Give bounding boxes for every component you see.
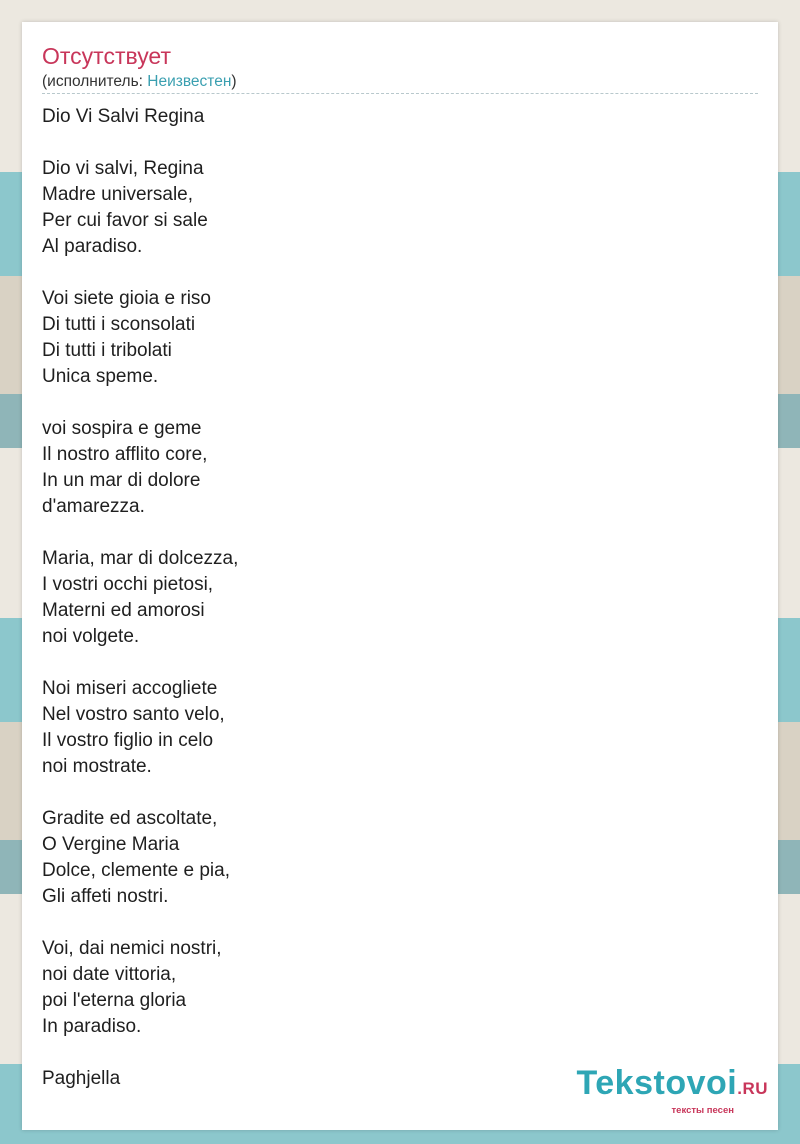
lyric-line: Per cui favor si sale: [42, 210, 208, 231]
lyric-blank-line: [42, 650, 742, 676]
lyric-line: Dio vi salvi, Regina: [42, 158, 204, 179]
artist-link[interactable]: Неизвестен: [147, 73, 232, 90]
lyric-line: Di tutti i sconsolati: [42, 314, 196, 335]
lyric-blank-line: [42, 910, 742, 936]
lyric-line: Unica speme.: [42, 366, 159, 387]
song-title: Отсутствует: [42, 43, 171, 69]
lyric-line: Paghjella: [42, 1068, 121, 1089]
lyric-blank-line: [42, 1040, 742, 1066]
lyric-line: noi volgete.: [42, 626, 140, 647]
lyric-line: Nel vostro santo velo,: [42, 704, 225, 725]
lyric-blank-line: [42, 260, 742, 286]
lyric-line: Noi miseri accogliete: [42, 678, 218, 699]
lyric-line: Il nostro afflito core,: [42, 444, 208, 465]
lyric-line: noi date vittoria,: [42, 964, 177, 985]
lyric-blank-line: [42, 130, 742, 156]
lyric-line: Materni ed amorosi: [42, 600, 205, 621]
lyric-line: poi l'eterna gloria: [42, 990, 187, 1011]
lyric-line: O Vergine Maria: [42, 834, 180, 855]
logo-tld: .RU: [737, 1079, 768, 1098]
header-divider: [42, 93, 758, 94]
artist-prefix: (исполнитель:: [42, 73, 148, 90]
lyrics-card: [22, 22, 778, 1130]
lyric-line: Al paradiso.: [42, 236, 143, 257]
lyric-line: Gli affeti nostri.: [42, 886, 169, 907]
lyric-line: Di tutti i tribolati: [42, 340, 172, 361]
logo-tagline: тексты песен: [671, 1105, 734, 1116]
lyric-line: Dolce, clemente e pia,: [42, 860, 230, 881]
artist-line: [42, 72, 237, 92]
lyric-line: Maria, mar di dolcezza,: [42, 548, 239, 569]
lyric-line: Madre universale,: [42, 184, 194, 205]
lyric-line: Voi, dai nemici nostri,: [42, 938, 222, 959]
lyric-blank-line: [42, 520, 742, 546]
lyric-line: In paradiso.: [42, 1016, 142, 1037]
lyric-line: Gradite ed ascoltate,: [42, 808, 218, 829]
lyric-blank-line: [42, 390, 742, 416]
lyric-line: In un mar di dolore: [42, 470, 201, 491]
site-logo[interactable]: [577, 1066, 768, 1116]
lyric-line: I vostri occhi pietosi,: [42, 574, 214, 595]
lyric-line: voi sospira e geme: [42, 418, 202, 439]
lyric-blank-line: [42, 780, 742, 806]
lyric-line: noi mostrate.: [42, 756, 152, 777]
lyric-line: Dio Vi Salvi Regina: [42, 106, 205, 127]
lyrics-body: [42, 104, 742, 1092]
lyric-line: Il vostro figlio in celo: [42, 730, 214, 751]
lyric-line: Voi siete gioia e riso: [42, 288, 211, 309]
artist-suffix: ): [231, 73, 237, 90]
lyric-line: d'amarezza.: [42, 496, 145, 517]
logo-name: Tekstovoi: [576, 1064, 738, 1102]
